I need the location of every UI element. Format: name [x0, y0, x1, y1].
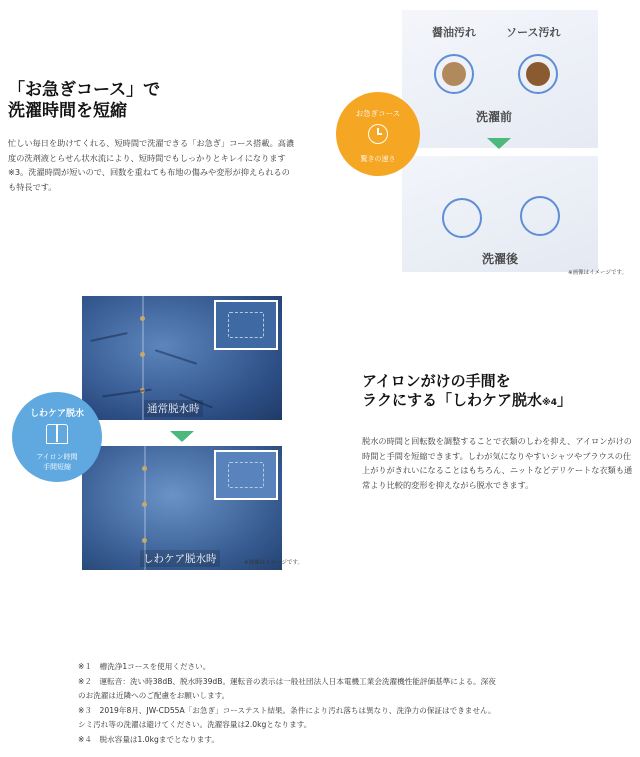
shirt-button — [140, 352, 145, 357]
normal-spin-label: 通常脱水時 — [144, 400, 203, 417]
pocket — [228, 462, 264, 488]
quick-course-badge-subtitle: 驚きの速さ — [360, 155, 396, 163]
sauce-stain-label: ソース汚れ — [506, 26, 561, 39]
wrinkle-mark — [90, 332, 128, 342]
quick-course-badge — [336, 92, 420, 176]
normal-spin-pocket-closeup — [214, 300, 278, 350]
after-wash-label: 洗濯後 — [482, 252, 519, 266]
down-arrow-icon — [170, 431, 194, 442]
section2-title-footnote-mark: ※4 — [542, 398, 558, 408]
wrinkle-care-badge-sub1: アイロン時間 — [36, 453, 78, 461]
footnote-line: ※２ 運転音：洗い時38dB、脱水時39dB。運転音の表示は一般社団法人日本電機工業会洗濯機性能評価基準による。深夜 — [78, 676, 496, 686]
section2-title-line2 — [362, 391, 572, 413]
shirt-button — [140, 316, 145, 321]
shirt-button — [142, 502, 147, 507]
soy-sauce-stain-circle — [434, 54, 474, 94]
footnote-line: ※３ 2019年8月、JW-CD55A「お急ぎ」コーステスト結果。条件により汚れ落ちは異なり、洗浄力の保証はできません。 — [78, 705, 496, 715]
section1-title — [8, 80, 160, 122]
footnote-line: ※１ 槽洗浄1コースを使用ください。 — [78, 662, 211, 671]
section2-title — [362, 372, 572, 413]
section1-image-note: ※画像はイメージです。 — [568, 270, 628, 276]
down-arrow-icon — [487, 138, 511, 149]
washed-circle-2 — [520, 196, 560, 236]
section2-title-line1: アイロンがけの手間を — [362, 372, 511, 390]
wrinkle-care-pocket-closeup — [214, 450, 278, 500]
section2-title-line2-text: ラクにする「しわケア脱水 — [362, 391, 543, 409]
footnote-line: ※４ 脱水容量は1.0kgまでとなります。 — [78, 734, 219, 744]
washed-circle-1 — [442, 198, 482, 238]
section2-body: 脱水の時間と回転数を調整することで衣類のしわを抑え、アイロンがけの時間と手間を短縮できます。しわが気になりやすいシャツやブラウスの仕上がりがきれいになることはもちろん、ニットなどデリケートな衣類も通常より比較的変形を抑えながら脱水できます。 — [362, 436, 633, 490]
wrinkle-mark — [102, 389, 152, 398]
shirt-icon — [46, 424, 68, 444]
wrinkle-mark — [155, 349, 197, 364]
after-wash-photo — [402, 156, 598, 272]
wrinkle-care-label: しわケア脱水時 — [140, 550, 220, 567]
wrinkle-care-badge-sub2: 手間短縮 — [43, 463, 71, 471]
pocket — [228, 312, 264, 338]
normal-spin-shirt-photo — [82, 296, 282, 420]
wrinkle-care-badge-title: しわケア脱水 — [29, 409, 84, 419]
sauce-stain-circle — [518, 54, 558, 94]
wrinkle-care-shirt-photo — [82, 446, 282, 570]
clock-icon — [368, 124, 388, 144]
before-wash-photo — [402, 10, 598, 148]
section2-image-note: ※画像はイメージです。 — [244, 560, 304, 566]
before-wash-label: 洗濯前 — [476, 110, 513, 124]
section1-title-line2: 洗濯時間を短縮 — [8, 101, 127, 121]
shirt-button — [142, 466, 147, 471]
section1-body: 忙しい毎日を助けてくれる、短時間で洗濯できる「お急ぎ」コース搭載。高濃度の洗剤液とらせん状水流により、短時間でもしっかりとキレイになります※3。洗濯時間が短いので、回数を重ねても布地の傷みや変形が抑えられるのも特長です。 — [8, 138, 295, 192]
sauce-stain — [526, 62, 550, 86]
shirt-button — [142, 538, 147, 543]
footnotes — [78, 660, 638, 747]
soy-sauce-stain-label: 醤油汚れ — [432, 26, 476, 39]
soy-sauce-stain — [442, 62, 466, 86]
footnote-line: シミ汚れ等の洗濯は避けてください。洗濯容量は2.0kgとなります。 — [78, 720, 312, 729]
quick-course-badge-title: お急ぎコース — [355, 109, 401, 118]
wrinkle-care-badge — [12, 392, 102, 482]
footnote-line: のお洗濯は近隣へのご配慮をお願いします。 — [78, 691, 230, 700]
section2-title-close-bracket: 」 — [557, 391, 573, 409]
section1-title-line1: 「お急ぎコース」で — [8, 80, 161, 100]
